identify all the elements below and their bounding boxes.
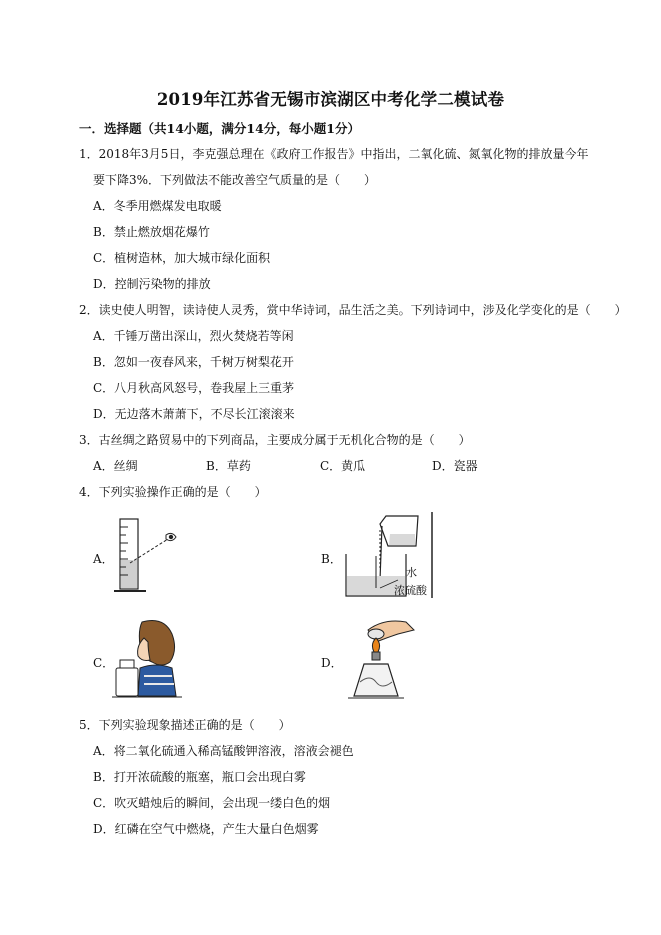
figure-b-dilution	[340, 510, 440, 602]
q5-option-b: B．打开浓硫酸的瓶塞，瓶口会出现白雾	[93, 770, 306, 784]
q3-option-d: D．瓷器	[432, 459, 478, 473]
q3-option-a: A．丝绸	[93, 459, 138, 473]
q1-option-d: D．控制污染物的排放	[93, 277, 211, 291]
q1-stem-line2: 要下降3%．下列做法不能改善空气质量的是（ ）	[93, 173, 377, 187]
q2-option-c: C．八月秋高风怒号，卷我屋上三重茅	[93, 381, 295, 395]
q1-stem-line1: 1．2018年3月5日，李克强总理在《政府工作报告》中指出，二氧化硫、氮氧化物的排放量今年	[79, 147, 589, 161]
q2-option-d: D．无边落木萧萧下，不尽长江滚滚来	[93, 407, 295, 421]
section-heading: 一．选择题（共14小题，满分14分，每小题1分）	[79, 121, 360, 136]
q2-option-a: A．千锤万凿出深山，烈火焚烧若等闲	[93, 329, 294, 343]
q5-option-c: C．吹灭蜡烛后的瞬间，会出现一缕白色的烟	[93, 796, 331, 810]
q4-label-c: C．	[93, 656, 115, 670]
page-title: 2019年江苏省无锡市滨湖区中考化学二模试卷	[156, 90, 505, 109]
figure-c-smelling	[112, 616, 184, 698]
q4-label-d: D．	[321, 656, 343, 670]
q1-option-c: C．植树造林，加大城市绿化面积	[93, 251, 271, 265]
q1-option-a: A．冬季用燃煤发电取暖	[93, 199, 222, 213]
figure-a-graduated-cylinder	[110, 515, 190, 595]
q2-stem: 2．读史使人明智，读诗使人灵秀，赏中华诗词，品生活之美。下列诗词中，涉及化学变化的是（ ）	[79, 303, 627, 317]
figure-d-alcohol-lamp	[340, 612, 420, 704]
figure-b-water-label: 水	[406, 566, 417, 579]
q4-stem: 4．下列实验操作正确的是（ ）	[79, 485, 267, 499]
q3-option-b: B．草药	[206, 459, 251, 473]
q4-label-b: B．	[321, 552, 342, 566]
figure-b-acid-label: 浓硫酸	[394, 584, 427, 597]
q5-option-d: D．红磷在空气中燃烧，产生大量白色烟雾	[93, 822, 319, 836]
q4-label-a: A．	[93, 552, 114, 566]
q5-stem: 5．下列实验现象描述正确的是（ ）	[79, 718, 291, 732]
q3-stem: 3．古丝绸之路贸易中的下列商品，主要成分属于无机化合物的是（ ）	[79, 433, 471, 447]
q2-option-b: B．忽如一夜春风来，千树万树梨花开	[93, 355, 294, 369]
q5-option-a: A．将二氧化硫通入稀高锰酸钾溶液，溶液会褪色	[93, 744, 354, 758]
q3-option-c: C．黄瓜	[320, 459, 366, 473]
q1-option-b: B．禁止燃放烟花爆竹	[93, 225, 210, 239]
